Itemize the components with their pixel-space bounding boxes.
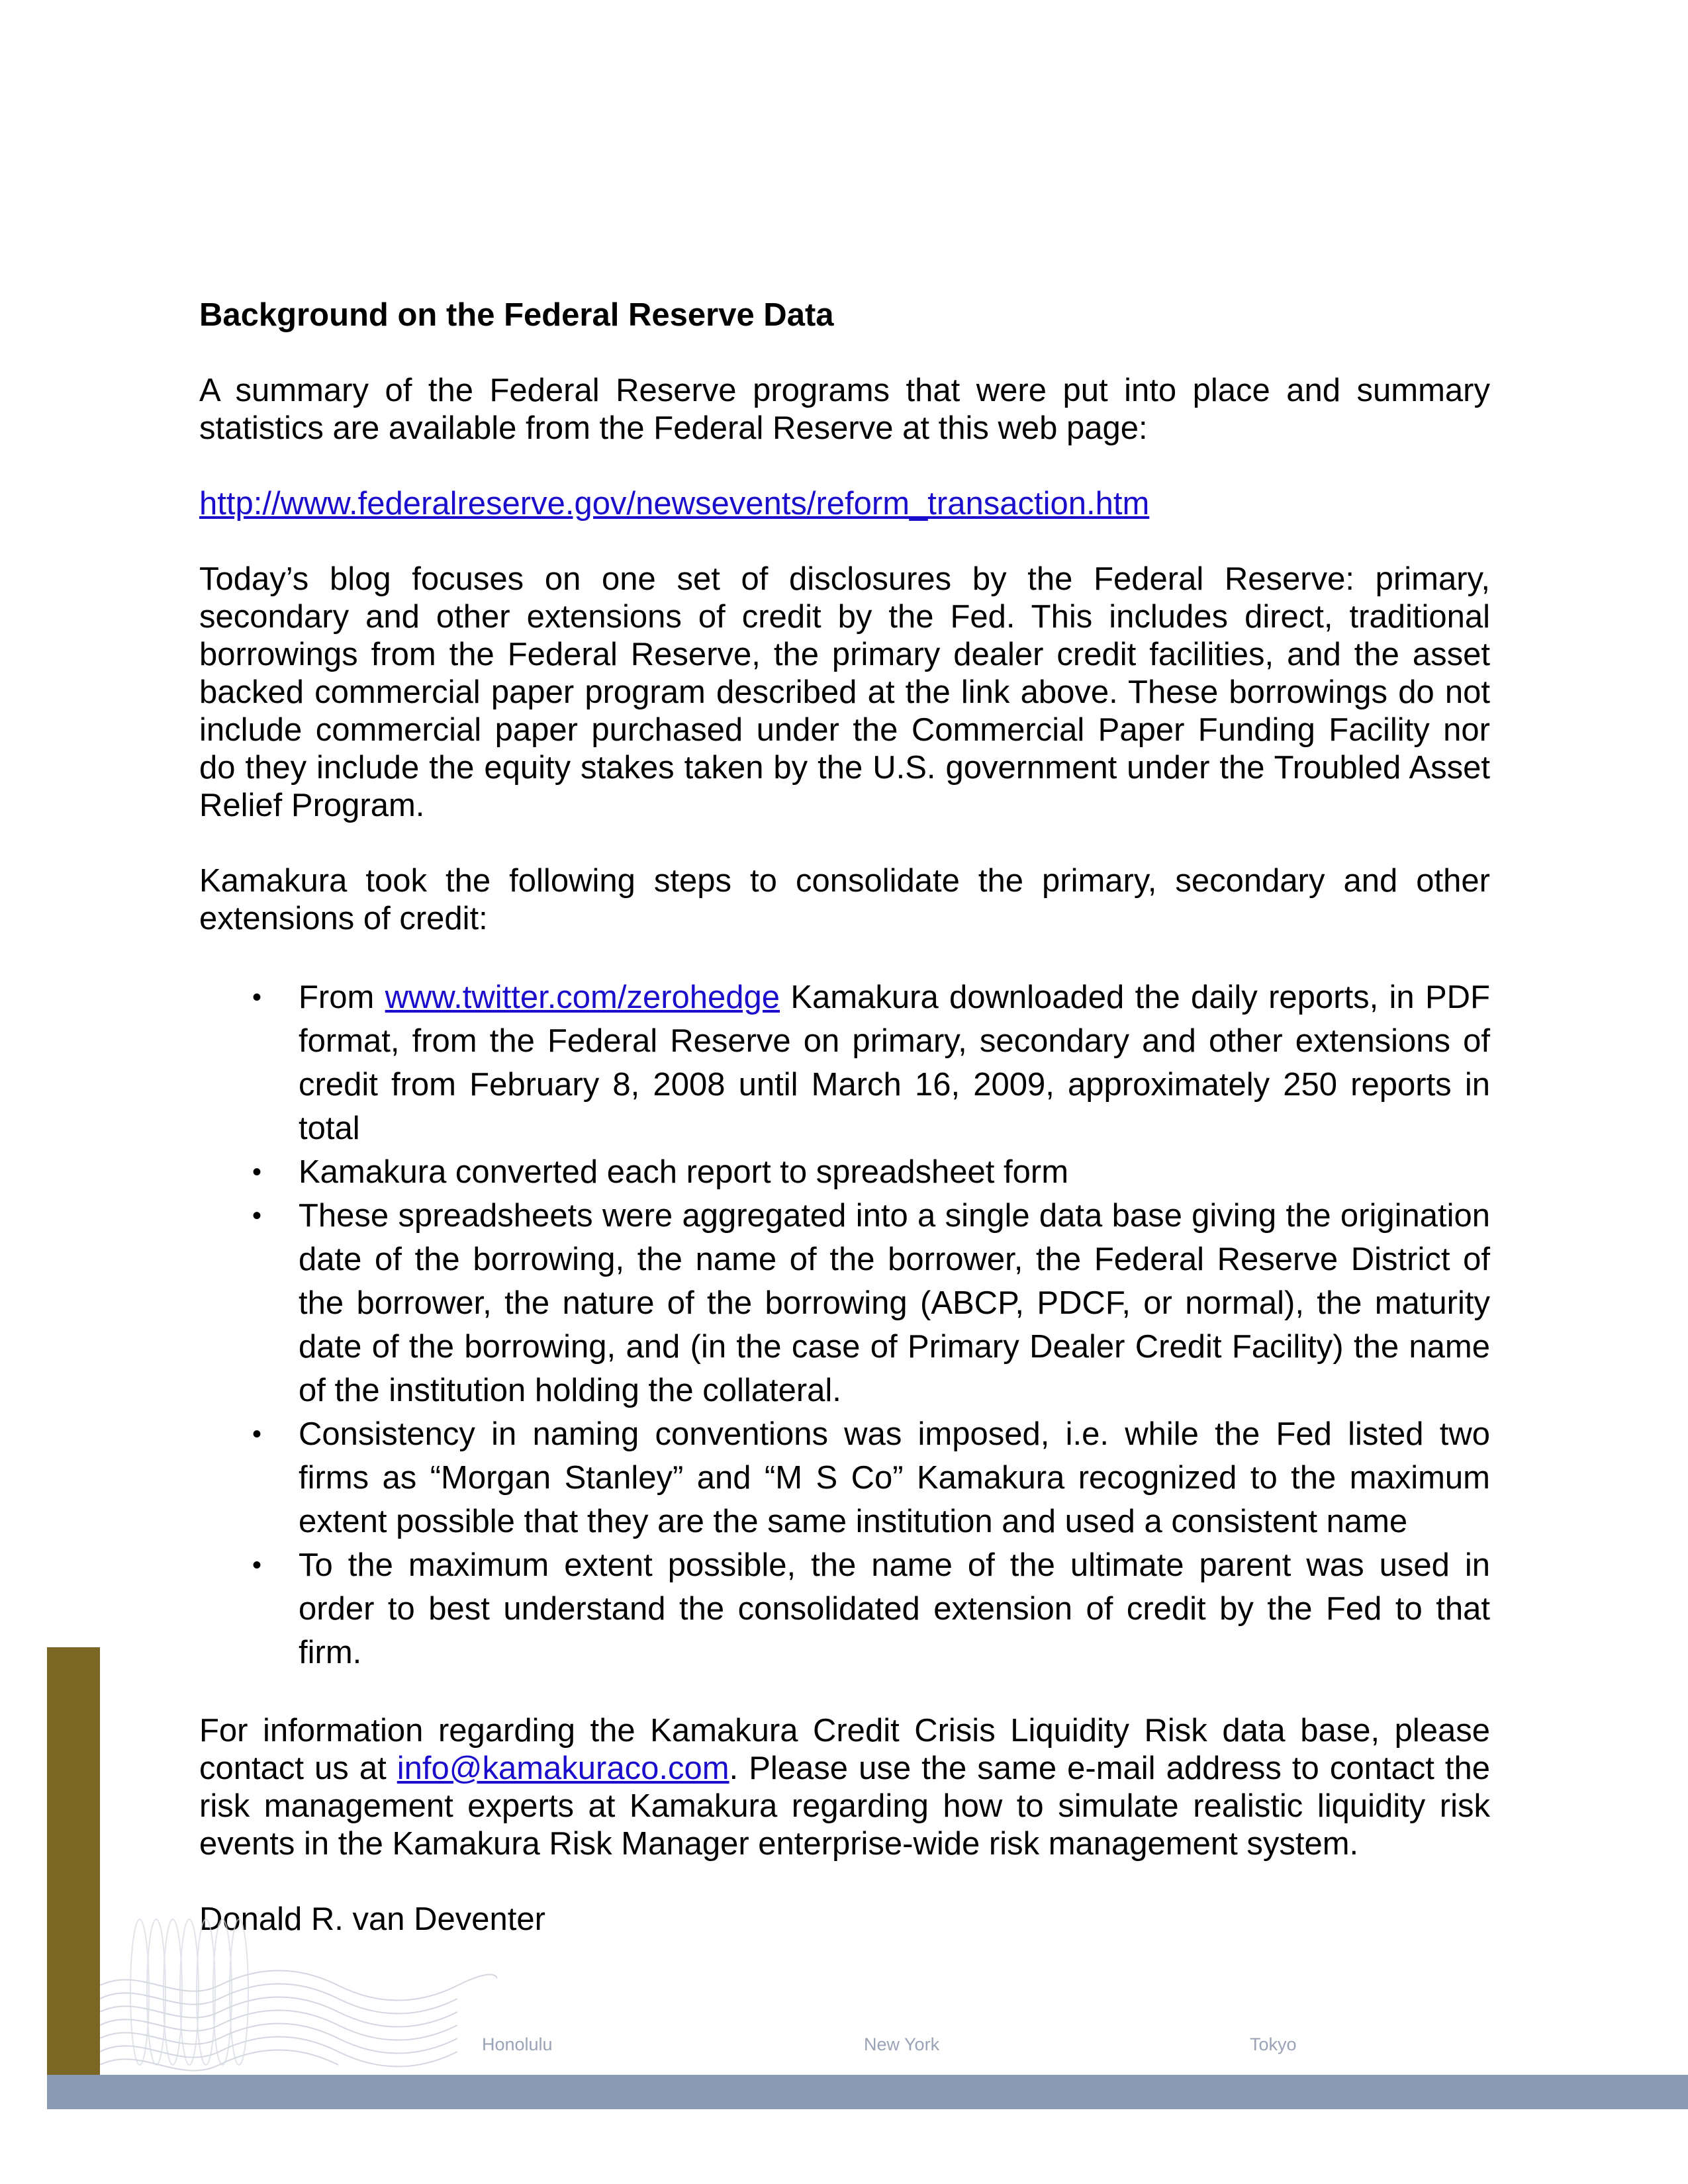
bullet-icon: • (252, 983, 262, 1012)
email-link[interactable]: info@kamakuraco.com (397, 1751, 729, 1786)
document-body (199, 296, 1490, 1938)
intro-paragraph: A summary of the Federal Reserve programs that were put into place and summary statistics are available from the Federal Reserve at this web page: (199, 373, 1490, 446)
bullet-icon: • (252, 1201, 262, 1230)
wave-pattern-graphic (100, 1906, 497, 2075)
gold-side-bar (47, 1647, 100, 2075)
contact-text-suffix: . Please use the same e-mail address to contact the risk management experts at Kamakura regarding how to simulate realistic liquidity risk events in the Kamakura Risk Manager enterprise-wide risk management system. (199, 1751, 1490, 1862)
list-item (199, 1412, 1490, 1543)
bullet-icon: • (252, 1420, 262, 1449)
bullet-text: Kamakura converted each report to spreadsheet form (299, 1154, 1069, 1190)
bullet-text: To the maximum extent possible, the name of the ultimate parent was used in order to best understand the consolidated extension of credit by the Fed to that firm. (299, 1547, 1490, 1670)
twitter-link[interactable]: www.twitter.com/zerohedge (385, 979, 780, 1015)
footer-city-tokyo: Tokyo (1250, 2034, 1297, 2054)
footer-band (47, 2075, 1688, 2109)
page-title: Background on the Federal Reserve Data (199, 297, 834, 333)
list-item (199, 1543, 1490, 1674)
federal-reserve-link[interactable]: http://www.federalreserve.gov/newsevents/reform_transaction.htm (199, 486, 1150, 522)
steps-intro-paragraph: Kamakura took the following steps to consolidate the primary, secondary and other extensions of credit: (199, 863, 1490, 936)
author-signature: Donald R. van Deventer (199, 1901, 545, 1937)
steps-list (199, 976, 1490, 1674)
bullet-icon: • (252, 1158, 262, 1187)
bullet-text: These spreadsheets were aggregated into a single data base giving the origination date of the borrowing, the name of the borrower, the Federal Reserve District of the borrower, the nature of the borrowing (ABCP, PDCF, or normal), the maturity date of the borrowing, and (in the case of Primary Dealer Credit Facility) the name of the institution holding the collateral. (299, 1198, 1490, 1408)
contact-paragraph (199, 1712, 1490, 1863)
list-item (199, 1194, 1490, 1412)
bullet-text-prefix: From (299, 979, 385, 1015)
blog-focus-paragraph: Today’s blog focuses on one set of disclosures by the Federal Reserve: primary, secondary and other extensions of credit by the Fed. This includes direct, traditional borrowings from the Federal Reserve, the primary dealer credit facilities, and the asset backed commercial paper program described at the link above. These borrowings do not include commercial paper purchased under the Commercial Paper Funding Facility nor do they include the equity stakes taken by the U.S. government under the Troubled Asset Relief Program. (199, 561, 1490, 823)
footer-city-honolulu: Honolulu (482, 2034, 553, 2054)
contact-text-prefix: For information regarding the Kamakura Credit Crisis Liquidity Risk data base, please contact us at (199, 1713, 1490, 1786)
bullet-text: Consistency in naming conventions was imposed, i.e. while the Fed listed two firms as “Morgan Stanley” and “M S Co” Kamakura recognized to the maximum extent possible that they are the same institution and used a consistent name (299, 1416, 1490, 1539)
list-item (199, 1150, 1490, 1194)
fed-link-paragraph (199, 485, 1490, 523)
list-item (199, 976, 1490, 1150)
footer-city-new-york: New York (864, 2034, 940, 2054)
bullet-text-suffix: Kamakura downloaded the daily reports, in PDF format, from the Federal Reserve on primary, secondary and other extensions of credit from February 8, 2008 until March 16, 2009, approximately 250 reports in total (299, 979, 1490, 1146)
bullet-icon: • (252, 1551, 262, 1580)
